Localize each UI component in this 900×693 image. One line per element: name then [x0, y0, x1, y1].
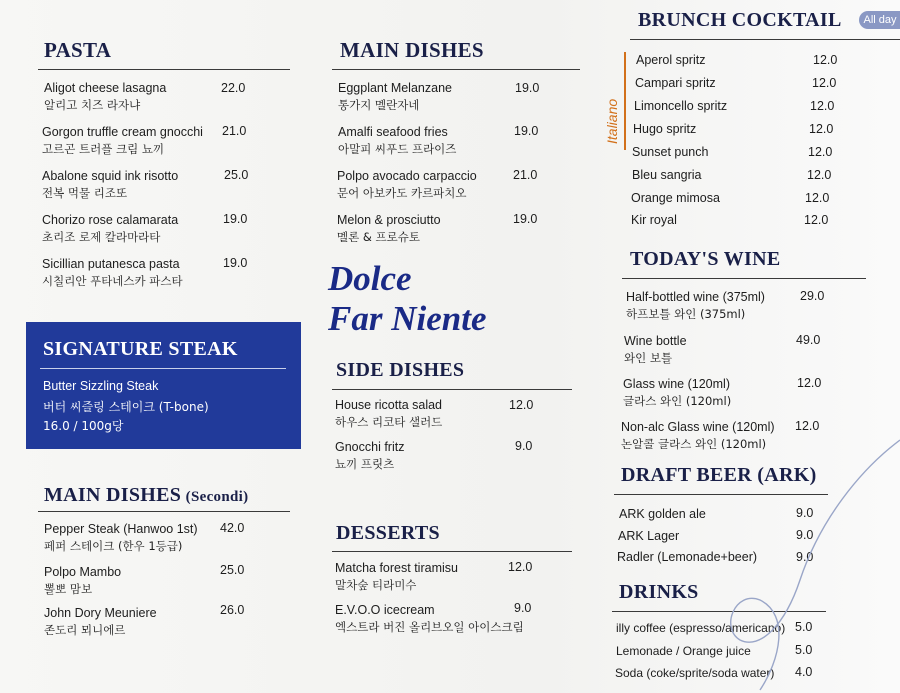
beer-item: Radler (Lemonade+beer) — [617, 550, 758, 564]
dessert-price: 12.0 — [508, 560, 533, 574]
main-dishes-rule — [332, 69, 580, 70]
secondi-item: Pepper Steak (Hanwoo 1st) 페퍼 스테이크 (한우 1등급) — [44, 522, 198, 553]
signature-steak-box — [26, 322, 301, 449]
side-dish-item: Gnocchi fritz 뇨끼 프릿츠 — [335, 440, 405, 471]
side-dish-item: House ricotta salad 하우스 리코타 샐러드 — [335, 398, 443, 429]
cocktail-price: 12.0 — [813, 53, 838, 67]
cocktail-price: 12.0 — [812, 76, 837, 90]
secondi-rule — [38, 511, 290, 512]
pasta-price: 22.0 — [221, 81, 246, 95]
main-dish-price: 19.0 — [515, 81, 540, 95]
main-dish-item: Polpo avocado carpaccio 문어 아보카도 카르파치오 — [337, 169, 477, 200]
cocktail-item: Kir royal — [631, 213, 677, 227]
secondi-item: Polpo Mambo 뽈뽀 맘보 — [44, 565, 122, 596]
main-dish-item: Melon & prosciutto 멜론 & 프로슈토 — [337, 213, 441, 244]
desserts-title: DESSERTS — [336, 522, 440, 544]
drink-item: Soda (coke/sprite/soda water) — [615, 666, 775, 680]
beer-price: 9.0 — [796, 528, 814, 542]
signature-item-korean: 버터 씨즐링 스테이크 (T-bone) — [43, 400, 209, 414]
side-dish-price: 12.0 — [509, 398, 534, 412]
main-dish-price: 19.0 — [513, 212, 538, 226]
cocktail-item: Orange mimosa — [631, 191, 720, 205]
side-dishes-rule — [332, 389, 572, 390]
wine-rule — [622, 278, 866, 279]
wine-price: 49.0 — [796, 333, 821, 347]
wine-price: 29.0 — [800, 289, 825, 303]
wine-price: 12.0 — [795, 419, 820, 433]
secondi-price: 25.0 — [220, 563, 245, 577]
dessert-item: E.V.O.O icecream 엑스트라 버진 올리브오일 아이스크림 — [335, 603, 524, 634]
main-dish-item: Amalfi seafood fries 아말피 씨푸드 프라이즈 — [338, 125, 457, 156]
drink-price: 4.0 — [795, 665, 813, 679]
beer-price: 9.0 — [796, 506, 814, 520]
pasta-rule — [38, 69, 290, 70]
drink-item: Lemonade / Orange juice — [616, 644, 751, 658]
drinks-rule — [612, 611, 826, 612]
main-dish-price: 19.0 — [514, 124, 539, 138]
wine-item: Half-bottled wine (375ml) 하프보틀 와인 (375ml) — [626, 290, 765, 321]
cocktail-price: 12.0 — [807, 168, 832, 182]
secondi-price: 26.0 — [220, 603, 245, 617]
drinks-title: DRINKS — [619, 581, 699, 603]
cocktail-item: Campari spritz — [635, 76, 716, 90]
cocktail-item: Limoncello spritz — [634, 99, 728, 113]
wine-item: Glass wine (120ml) 글라스 와인 (120ml) — [623, 377, 732, 408]
drink-item: illy coffee (espresso/americano) — [616, 621, 786, 635]
italiano-label: Italiano — [604, 98, 620, 144]
secondi-title: MAIN DISHES — [44, 484, 182, 506]
brand-name-line1: Dolce — [328, 259, 412, 298]
pasta-item: Gorgon truffle cream gnocchi 고르곤 트러플 크림 뇨끼 — [42, 125, 203, 156]
cocktail-item: Bleu sangria — [632, 168, 702, 182]
all-day-badge: All day — [859, 11, 900, 29]
drink-price: 5.0 — [795, 620, 813, 634]
cocktail-item: Hugo spritz — [633, 122, 697, 136]
wine-price: 12.0 — [797, 376, 822, 390]
wine-item: Wine bottle 와인 보틀 — [624, 334, 687, 365]
beer-title: DRAFT BEER (ARK) — [621, 464, 817, 486]
pasta-title: PASTA — [44, 38, 112, 62]
side-dishes-title: SIDE DISHES — [336, 359, 465, 381]
signature-title: SIGNATURE STEAK — [43, 338, 238, 360]
beer-price: 9.0 — [796, 550, 814, 564]
signature-price: 16.0 / 100g당 — [43, 419, 124, 433]
wine-title: TODAY'S WINE — [630, 248, 781, 270]
side-dish-price: 9.0 — [515, 439, 533, 453]
signature-rule — [40, 368, 286, 369]
cocktail-price: 12.0 — [804, 213, 829, 227]
wine-item: Non-alc Glass wine (120ml) 논알콜 글라스 와인 (120ml) — [621, 420, 775, 451]
cocktail-item: Aperol spritz — [636, 53, 706, 67]
brand-name-line2: Far Niente — [328, 299, 487, 338]
pasta-item: Aligot cheese lasagna 알리고 치즈 라자냐 — [44, 81, 167, 112]
drink-price: 5.0 — [795, 643, 813, 657]
cocktail-price: 12.0 — [805, 191, 830, 205]
pasta-price: 19.0 — [223, 256, 248, 270]
pasta-price: 25.0 — [224, 168, 249, 182]
beer-item: ARK golden ale — [619, 507, 706, 521]
dessert-price: 9.0 — [514, 601, 532, 615]
main-dish-price: 21.0 — [513, 168, 538, 182]
pasta-item: Chorizo rose calamarata 초리조 로제 칼라마라타 — [42, 213, 179, 244]
pasta-price: 21.0 — [222, 124, 247, 138]
dessert-item: Matcha forest tiramisu 말차숲 티라미수 — [335, 561, 458, 592]
cocktail-price: 12.0 — [809, 122, 834, 136]
secondi-item: John Dory Meuniere 존도리 뫼니에르 — [44, 606, 157, 637]
cocktail-title: BRUNCH COCKTAIL — [638, 9, 842, 31]
secondi-heading — [44, 484, 248, 507]
cocktail-item: Sunset punch — [632, 145, 709, 159]
main-dishes-title: MAIN DISHES — [340, 38, 484, 62]
cocktail-rule — [630, 39, 900, 40]
cocktail-price: 12.0 — [808, 145, 833, 159]
beer-item: ARK Lager — [618, 529, 680, 543]
secondi-price: 42.0 — [220, 521, 245, 535]
pasta-item: Abalone squid ink risotto 전복 먹물 리조또 — [42, 169, 179, 200]
pasta-item: Sicillian putanesca pasta 시칠리안 푸타네스카 파스타 — [42, 257, 183, 288]
beer-rule — [614, 494, 828, 495]
cocktail-price: 12.0 — [810, 99, 835, 113]
signature-item-name: Butter Sizzling Steak — [43, 379, 159, 393]
desserts-rule — [332, 551, 572, 552]
secondi-subtitle: (Secondi) — [185, 489, 249, 505]
main-dish-item: Eggplant Melanzane 통가지 멜란자네 — [338, 81, 452, 112]
pasta-price: 19.0 — [223, 212, 248, 226]
